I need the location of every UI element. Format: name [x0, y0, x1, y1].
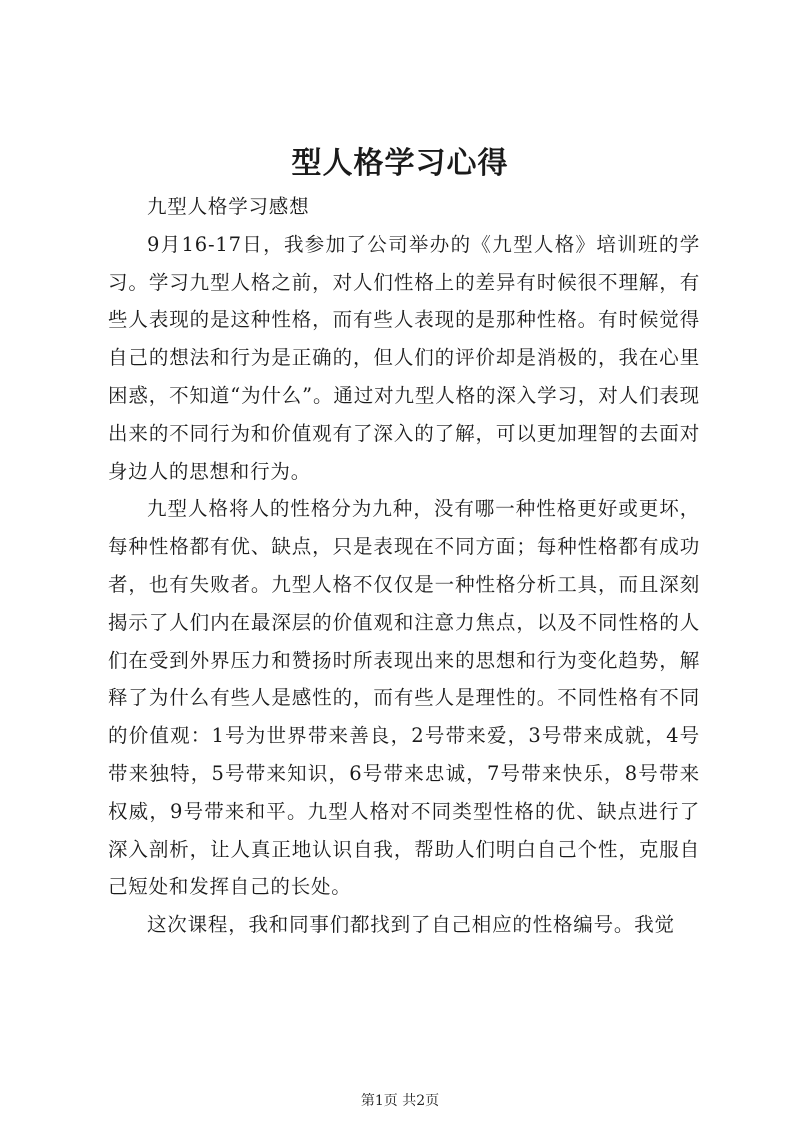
paragraph: 9月16-17日，我参加了公司举办的《九型人格》培训班的学习。学习九型人格之前，对人们性格上的差异有时候很不理解，有些人表现的是这种性格，而有些人表现的是那种性格。有时候觉得自己的想法和行为是正确的，但人们的评价却是消极的，我在心里困惑，不知道“为什么”。通过对九型人格的深入学习，对人们表现出来的不同行为和价值观有了深入的了解，可以更加理智的去面对身边人的思想和行为。	[108, 232, 700, 483]
page-number-footer: 第1页 共2页	[360, 1093, 440, 1109]
paragraph: 九型人格将人的性格分为九种，没有哪一种性格更好或更坏，每种性格都有优、缺点，只是表现在不同方面；每种性格都有成功者，也有失败者。九型人格不仅仅是一种性格分析工具，而且深刻揭示了人们内在最深层的价值观和注意力焦点，以及不同性格的人们在受到外界压力和赞扬时所表现出来的思想和行为变化趋势，解释了为什么有些人是感性的，而有些人是理性的。不同性格有不同的价值观：1号为世界带来善良，2号带来爱，3号带来成就，4号带来独特，5号带来知识，6号带来忠诚，7号带来快乐，8号带来权威，9号带来和平。九型人格对不同类型性格的优、缺点进行了深入剖析，让人真正地认识自我，帮助人们明白自己个性，克服自己短处和发挥自己的长处。	[108, 497, 700, 899]
document-title: 型人格学习心得	[291, 146, 509, 181]
document-body	[108, 188, 700, 944]
paragraph: 这次课程，我和同事们都找到了自己相应的性格编号。我觉	[147, 913, 675, 937]
paragraph-subtitle: 九型人格学习感想	[147, 195, 310, 218]
